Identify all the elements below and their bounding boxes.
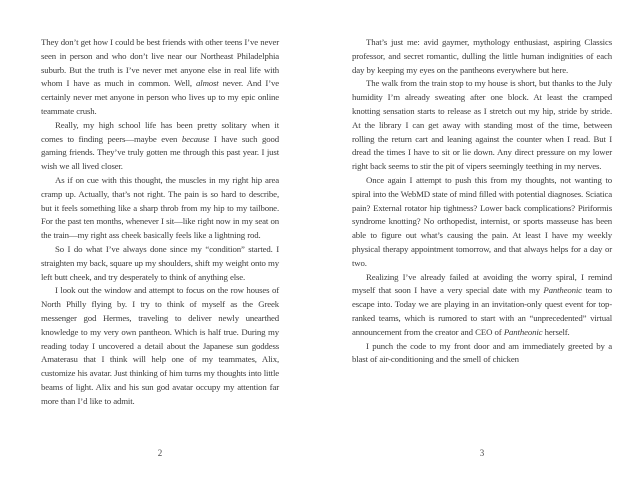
paragraph [352,174,612,271]
body-text: They don’t get how I could be best friends with other teens I’ve never seen in person and who don’t live near our Northeast Philadelphia suburb. But the truth is I’ve never met anyone else in real life with whom I have as much in common. Well, [41,37,279,89]
body-text: Once again I attempt to push this from my thoughts, not wanting to spiral into the WebMD state of mind filled with potential diagnoses. Sciatica pain? External rotator hip tightness? Lower back complications? Piriformis syndrome knotting? No orthopedist, internist, or sports masseuse has been able to figure out what’s causing the pain. At least I have my weekly physical therapy appointment tomorrow, and that always helps for a day or two. [352,174,612,268]
italic-text: almost [196,78,219,89]
paragraph [41,243,279,284]
page-number-right: 3 [479,448,485,458]
body-text: I have such good gaming friends. They’ve truly gotten me through this past year. I just wish we all lived closer. [41,133,279,172]
page-right-text [352,36,612,367]
body-text: The walk from the train stop to my house is short, but thanks to the July humidity I’m already sweating after one block. At least the cramped knotting sensation starts to release as I stretch out my hip, stride by stride. At the library I can get away with standing most of the time, between rolling the return cart and leaning against the counter when I read. But I dread the times I have to sit or lie down. Any direct pressure on my lower right back seems to stir the pit of vipers seemingly teething in my nerves. [352,78,612,172]
paragraph [41,36,279,119]
paragraph [352,77,612,174]
body-text: Really, my high school life has been pretty solitary when it comes to finding peers—maybe even [41,119,279,144]
body-text: As if on cue with this thought, the muscles in my right hip area cramp up. Actually, that’s not right. The pain is so hard to describe, but it feels something like a sharp throb from my hip to my tailbone. For the past ten months, whenever I sit—like right now in my seat on the train—my right ass cheek basically feels like a lightning rod. [41,174,279,241]
body-text: I punch the code to my front door and am immediately greeted by a blast of air-conditioning and the smell of chicken [352,340,612,365]
body-text: team to escape into. Today we are playing in an invitation-only quest event for top-ranked teams, which is rumored to start with an “unprecedented” virtual announcement from the creator and CEO of [352,285,612,337]
page-left-text [41,36,279,409]
body-text: never. And I’ve certainly never met anyone in person who lives up to my epic online teammate crush. [41,78,279,116]
paragraph [352,340,612,368]
italic-text: Pantheonic [503,326,543,337]
body-text: That’s just me: avid gaymer, mythology enthusiast, aspiring Classics professor, and secret romantic, dulling the little human indignities of each day by keeping my eyes on the pantheons everywhere but here. [352,37,612,75]
italic-text: because [181,133,210,144]
paragraph [352,36,612,77]
body-text: I look out the window and attempt to focus on the row houses of North Philly flying by. I try to think of myself as the Greek messenger god Hermes, traveling to deliver newly unearthed knowledge to my very own pantheon. Which is half true. During my reading today I uncovered a detail about the Japanese sun goddess Amaterasu that I think will help one of my teammates, Alix, customize his avatar. Just thinking of him turns my thoughts into little beams of light. Alix and his sun god avatar occupy my attention far more than I’d like to admit. [41,285,279,406]
page-number-left: 2 [157,448,163,458]
italic-text: Pantheonic [543,285,582,296]
paragraph [352,271,612,340]
paragraph [41,174,279,243]
body-text: Realizing I’ve already failed at avoiding the worry spiral, I remind myself that soon I have a very special date with my [352,271,612,296]
body-text: So I do what I’ve always done since my “condition” started. I straighten my back, square up my shoulders, shift my weight onto my left butt cheek, and try desperately to think of anything else. [41,243,279,282]
paragraph [41,119,279,174]
paragraph [41,284,279,408]
body-text: herself. [542,326,570,337]
